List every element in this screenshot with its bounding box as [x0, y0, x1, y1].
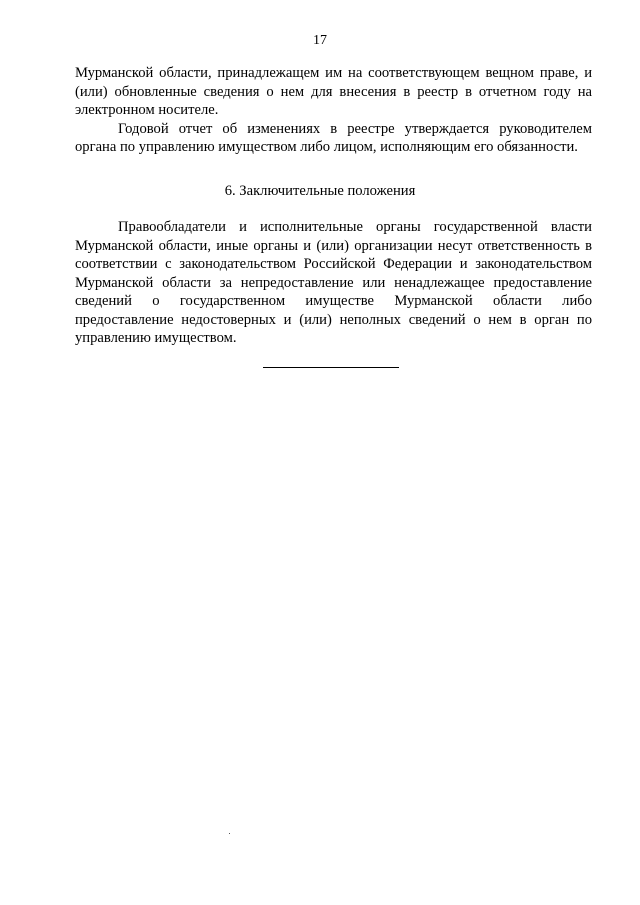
paragraph: Мурманской области, принадлежащем им на соответствующем вещном праве, и (или) обновленные сведения о нем для внесения в реестр в отчетном году на электронном носителе.: [75, 65, 592, 118]
closing-rule: [263, 367, 399, 368]
scan-mark: [229, 833, 230, 834]
text-block-top: [75, 64, 592, 157]
paragraph: Годовой отчет об изменениях в реестре утверждается руководителем органа по управлению имуществом либо лицом, исполняющим его обязанности.: [75, 120, 592, 155]
text-block-section: [75, 218, 592, 348]
page-number: 17: [313, 33, 327, 48]
paragraph: Правообладатели и исполнительные органы государственной власти Мурманской области, иные органы и (или) организации несут ответственность в соответствии с законодательством Российской Федерации и законодательством Мурманской области за непредоставление или ненадлежащее предоставление сведений о государственном имуществе Мурманской области либо предоставление недостоверных и (или) неполных сведений о нем в орган по управлению имуществом.: [75, 219, 592, 346]
section-heading: 6. Заключительные положения: [224, 183, 416, 199]
